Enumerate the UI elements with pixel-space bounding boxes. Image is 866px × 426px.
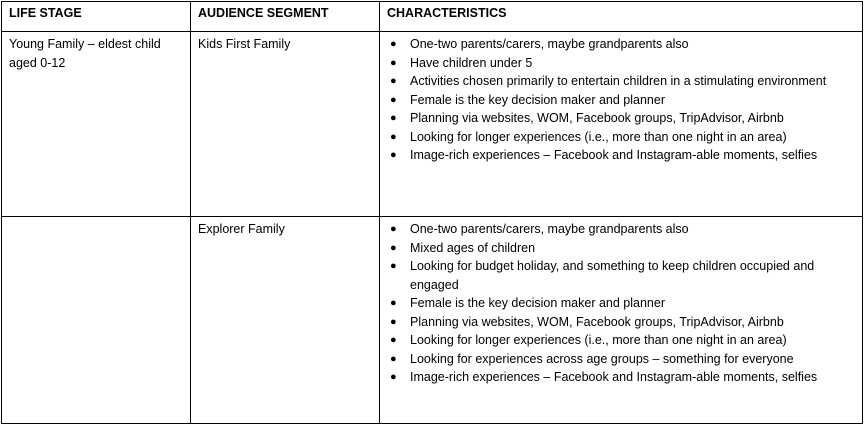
life-stage-cell	[2, 217, 191, 424]
bullet-icon: ●	[390, 75, 397, 87]
characteristics-cell	[380, 217, 863, 424]
bullet-icon: ●	[390, 149, 397, 161]
bullet-icon: ●	[390, 334, 397, 346]
bullet-icon: ●	[390, 223, 397, 235]
header-audience-segment: AUDIENCE SEGMENT	[191, 2, 380, 32]
characteristic-text: Female is the key decision maker and planner	[410, 92, 665, 107]
bullet-icon: ●	[390, 38, 397, 50]
bullet-icon: ●	[390, 260, 397, 272]
characteristic-item	[387, 331, 854, 350]
characteristic-text: Image-rich experiences – Facebook and Instagram-able moments, selfies	[410, 148, 818, 162]
characteristics-list	[387, 220, 854, 387]
bullet-icon: ●	[390, 112, 397, 124]
characteristic-text: Female is the key decision maker and planner	[410, 296, 665, 310]
life-stage-cell: Young Family – eldest child aged 0-12	[2, 32, 191, 217]
header-row	[2, 2, 863, 32]
bullet-icon: ●	[390, 297, 397, 309]
characteristic-item	[387, 54, 854, 73]
bullet-icon: ●	[390, 93, 397, 106]
characteristic-item	[387, 294, 854, 313]
characteristic-text: Looking for longer experiences (i.e., more than one night in an area)	[410, 129, 787, 144]
characteristic-text: Planning via websites, WOM, Facebook groups, TripAdvisor, Airbnb	[410, 111, 784, 125]
characteristic-text: Planning via websites, WOM, Facebook groups, TripAdvisor, Airbnb	[410, 314, 784, 329]
characteristic-text: Image-rich experiences – Facebook and Instagram-able moments, selfies	[410, 370, 818, 384]
characteristic-item	[387, 146, 854, 165]
characteristic-text: Looking for longer experiences (i.e., more than one night in an area)	[410, 333, 787, 347]
characteristic-text: Activities chosen primarily to entertain children in a stimulating environment	[410, 74, 827, 88]
table-row	[2, 217, 863, 424]
bullet-icon: ●	[390, 352, 397, 365]
audience-segment-table	[1, 1, 863, 424]
bullet-icon: ●	[390, 241, 397, 254]
characteristic-text: Looking for budget holiday, and something to keep children occupied and engaged	[410, 259, 815, 292]
characteristic-item	[387, 368, 854, 387]
characteristic-item	[387, 35, 854, 54]
segment-cell: Explorer Family	[191, 217, 380, 424]
characteristic-text: One-two parents/carers, maybe grandparents also	[410, 37, 689, 51]
characteristic-item	[387, 313, 854, 332]
header-life-stage: LIFE STAGE	[2, 2, 191, 32]
bullet-icon: ●	[390, 130, 397, 143]
characteristic-item	[387, 72, 854, 91]
characteristic-item	[387, 350, 854, 369]
characteristic-item	[387, 109, 854, 128]
characteristic-item	[387, 257, 854, 294]
characteristics-cell	[380, 32, 863, 217]
segment-cell: Kids First Family	[191, 32, 380, 217]
characteristic-item	[387, 239, 854, 258]
header-characteristics: CHARACTERISTICS	[380, 2, 863, 32]
characteristic-text: Mixed ages of children	[410, 240, 536, 255]
characteristic-item	[387, 220, 854, 239]
characteristic-item	[387, 128, 854, 147]
bullet-icon: ●	[390, 371, 397, 383]
characteristic-item	[387, 91, 854, 110]
table-row	[2, 32, 863, 217]
characteristic-text: Have children under 5	[410, 55, 533, 70]
bullet-icon: ●	[390, 56, 397, 69]
characteristic-text: Looking for experiences across age groups – something for everyone	[410, 351, 794, 366]
bullet-icon: ●	[390, 315, 397, 328]
characteristic-text: One-two parents/carers, maybe grandparents also	[410, 222, 689, 236]
characteristics-list	[387, 35, 854, 165]
